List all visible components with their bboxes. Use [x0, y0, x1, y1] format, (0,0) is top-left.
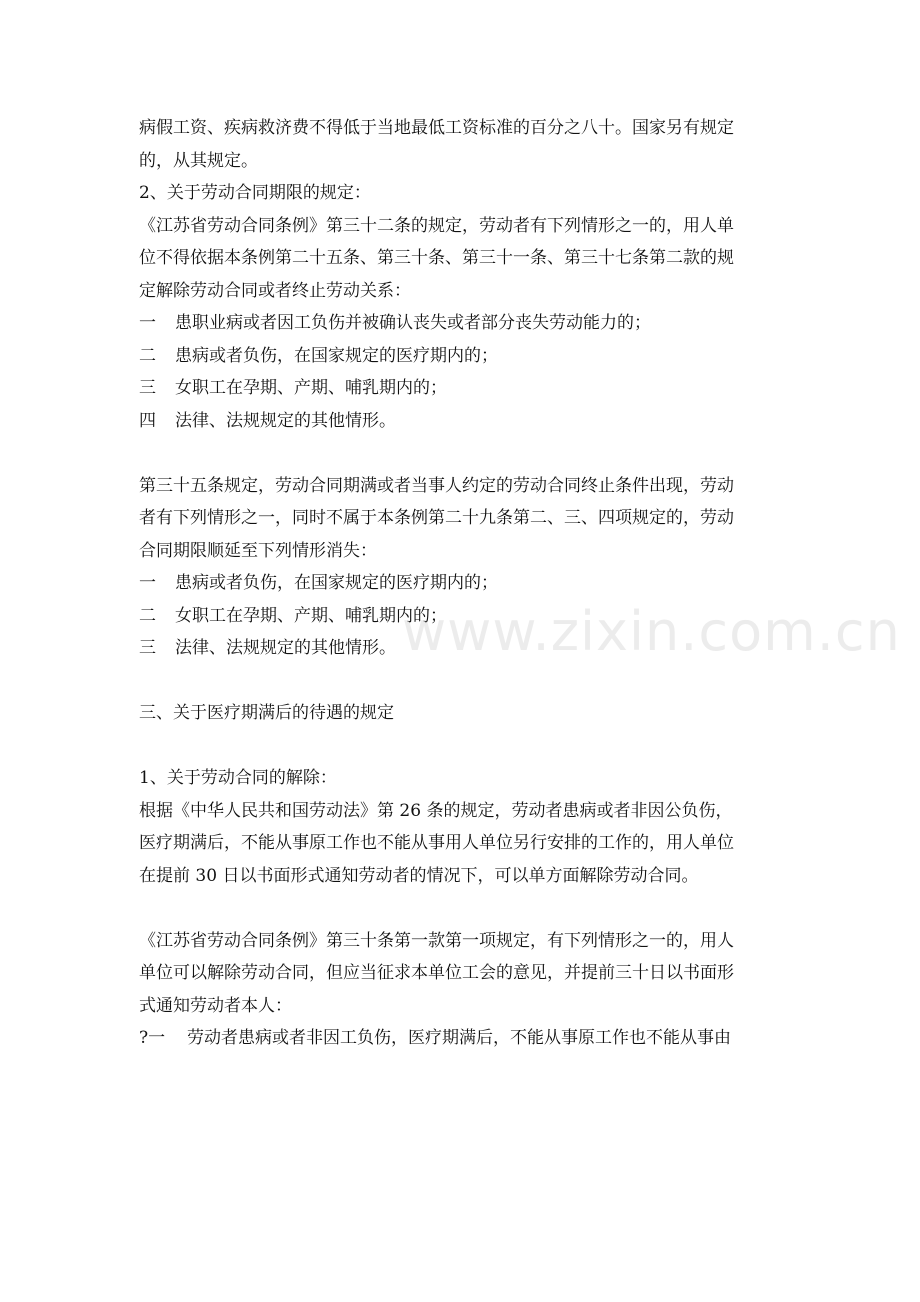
- list-item-text: 劳动者患病或者非因工负伤，医疗期满后，不能从事原工作也不能从事由: [187, 1028, 731, 1048]
- list-item: [139, 1022, 787, 1055]
- text-line: 单位可以解除劳动合同，但应当征求本单位工会的意见，并提前三十日以书面形: [139, 963, 734, 983]
- list-item-text: 法律、法规规定的其他情形。: [175, 410, 396, 431]
- text-line: 病假工资、疾病救济费不得低于当地最低工资标准的百分之八十。国家另有规定: [139, 118, 734, 138]
- text-line: 定解除劳动合同或者终止劳动关系：: [139, 280, 411, 301]
- list-item: [139, 372, 787, 405]
- list-item-text: 患病或者负伤，在国家规定的医疗期内的；: [175, 345, 498, 366]
- blank-line: [139, 437, 787, 470]
- list-item-text: 患职业病或者因工负伤并被确认丧失或者部分丧失劳动能力的；: [175, 313, 651, 333]
- section-heading: 1、关于劳动合同的解除：: [139, 768, 337, 788]
- section-heading: 2、关于劳动合同期限的规定：: [139, 183, 371, 203]
- list-item: [139, 340, 787, 373]
- list-item: [139, 405, 787, 438]
- text-line: 在提前 30 日以书面形式通知劳动者的情况下，可以单方面解除劳动合同。: [139, 865, 699, 886]
- text-line: 者有下列情形之一，同时不属于本条例第二十九条第二、三、四项规定的，劳动: [139, 508, 734, 528]
- blank-line: [139, 730, 787, 763]
- list-item-number: 四: [139, 410, 156, 431]
- text-line: 医疗期满后，不能从事原工作也不能从事用人单位另行安排的工作的，用人单位: [139, 833, 734, 853]
- document-body: [139, 112, 787, 1055]
- list-item-number: 一: [139, 573, 156, 593]
- list-item-number: ?一: [139, 1028, 166, 1048]
- text-line: 式通知劳动者本人：: [139, 995, 292, 1016]
- text-line: 合同期限顺延至下列情形消失：: [139, 540, 377, 561]
- text-line: 《江苏省劳动合同条例》第三十二条的规定，劳动者有下列情形之一的，用人单: [139, 215, 734, 236]
- list-item: [139, 567, 787, 600]
- list-item-number: 二: [139, 345, 156, 366]
- list-item-text: 法律、法规规定的其他情形。: [175, 638, 396, 658]
- list-item: [139, 600, 787, 633]
- blank-line: [139, 665, 787, 698]
- text-line: 位不得依据本条例第二十五条、第三十条、第三十一条、第三十七条第二款的规: [139, 248, 734, 268]
- section-heading: 三、关于医疗期满后的待遇的规定: [139, 703, 394, 723]
- list-item-text: 女职工在孕期、产期、哺乳期内的；: [175, 378, 447, 398]
- list-item-number: 二: [139, 605, 156, 626]
- text-line: 根据《中华人民共和国劳动法》第 26 条的规定，劳动者患病或者非因公负伤，: [139, 800, 733, 821]
- list-item-text: 女职工在孕期、产期、哺乳期内的；: [175, 605, 447, 626]
- text-line: 第三十五条规定，劳动合同期满或者当事人约定的劳动合同终止条件出现，劳动: [139, 475, 734, 496]
- list-item-text: 患病或者负伤，在国家规定的医疗期内的；: [175, 573, 498, 593]
- list-item: [139, 632, 787, 665]
- list-item-number: 三: [139, 378, 156, 398]
- list-item: [139, 307, 787, 340]
- list-item-number: 三: [139, 638, 156, 658]
- text-line: 《江苏省劳动合同条例》第三十条第一款第一项规定，有下列情形之一的，用人: [139, 930, 734, 951]
- text-line: 的，从其规定。: [139, 150, 258, 171]
- list-item-number: 一: [139, 313, 156, 333]
- blank-line: [139, 892, 787, 925]
- watermark: www.zixin.com.cn: [402, 600, 901, 663]
